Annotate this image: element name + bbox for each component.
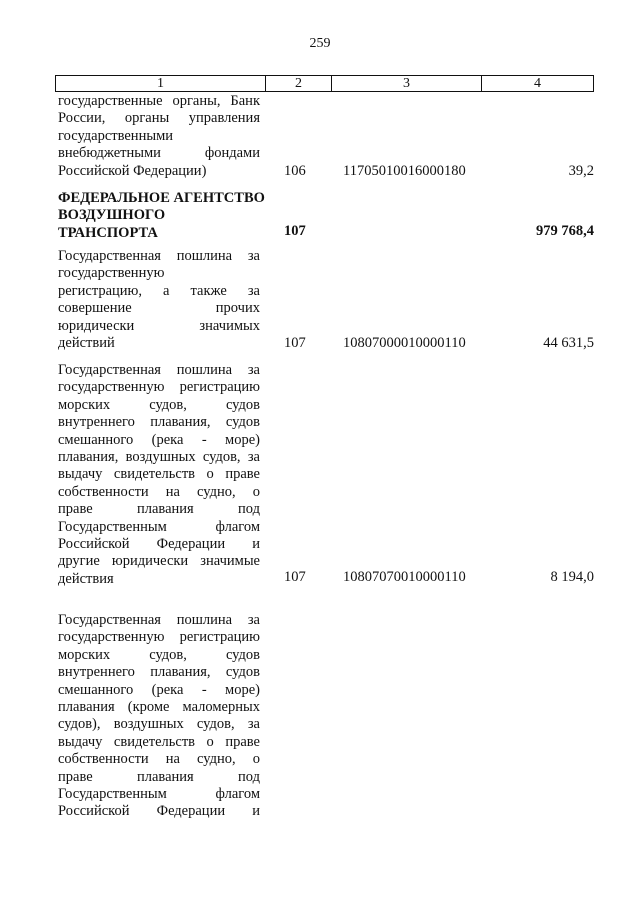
table-row (58, 612, 594, 824)
amount: 39,2 (568, 163, 594, 179)
description-line: Государственным флагом (58, 518, 260, 535)
description-line: Государственным флагом (58, 786, 260, 803)
admin-code: 107 (284, 223, 306, 239)
description-line: внебюджетными фондами (58, 145, 260, 162)
description-line: действий (58, 335, 115, 352)
description-line: плавания, воздушных судов, за (58, 449, 260, 466)
description-line: плавания (кроме маломерных (58, 699, 260, 716)
description-line: государственную (58, 265, 165, 282)
budget-code: 10807070010000110 (343, 569, 466, 585)
description-line: собственности на судно, о (58, 483, 260, 500)
table-row (58, 248, 594, 352)
budget-code: 11705010016000180 (343, 163, 466, 179)
page-number: 259 (309, 36, 331, 51)
row-description (58, 362, 260, 588)
description-line: ТРАНСПОРТА (58, 224, 158, 241)
header-col-2: 2 (266, 76, 332, 91)
description-line: внутреннего плавания, судов (58, 664, 260, 681)
description-line: ФЕДЕРАЛЬНОЕ АГЕНТСТВО (58, 190, 265, 206)
description-line: юридически значимых (58, 317, 260, 334)
description-line: государственную регистрацию (58, 379, 260, 396)
description-line: выдачу свидетельств о праве (58, 466, 260, 483)
description-line: Государственная пошлина за (58, 248, 260, 264)
description-line: государственные органы, Банк (58, 93, 260, 109)
description-line: смешанного (река - море) (58, 681, 260, 698)
description-line: Российской Федерации) (58, 162, 207, 179)
table-row (58, 190, 594, 240)
description-line: внутреннего плавания, судов (58, 414, 260, 431)
description-line: праве плавания под (58, 501, 260, 518)
header-col-3: 3 (332, 76, 482, 91)
description-line: праве плавания под (58, 768, 260, 785)
description-line: регистрацию, а также за (58, 282, 260, 299)
description-line: морских судов, судов (58, 646, 260, 663)
row-description (58, 248, 260, 352)
header-col-4: 4 (534, 76, 541, 91)
description-line: морских судов, судов (58, 396, 260, 413)
description-line: выдачу свидетельств о праве (58, 733, 260, 750)
row-description (58, 612, 260, 821)
description-line: совершение прочих (58, 300, 260, 317)
description-line: другие юридически значимые (58, 553, 260, 570)
table-row (58, 93, 594, 180)
header-col-1: 1 (56, 76, 266, 91)
table-header (55, 75, 594, 92)
admin-code: 107 (284, 335, 306, 351)
description-line: собственности на судно, о (58, 751, 260, 768)
description-line: Российской Федерации и (58, 803, 260, 820)
admin-code: 106 (284, 163, 306, 179)
amount: 8 194,0 (550, 569, 594, 585)
budget-code: 10807000010000110 (343, 335, 466, 351)
description-line: России, органы управления (58, 110, 260, 127)
description-line: Российской Федерации и (58, 536, 260, 553)
description-line: смешанного (река - море) (58, 431, 260, 448)
amount: 44 631,5 (543, 335, 594, 351)
table-row (58, 362, 594, 586)
description-line: Государственная пошлина за (58, 362, 260, 378)
description-line: судов), воздушных судов, за (58, 716, 260, 733)
description-line: государственную регистрацию (58, 629, 260, 646)
row-description (58, 93, 260, 180)
row-description (58, 190, 265, 242)
admin-code: 107 (284, 569, 306, 585)
description-line: ВОЗДУШНОГО (58, 207, 166, 224)
amount: 979 768,4 (536, 223, 594, 239)
description-line: государственными (58, 127, 174, 144)
description-line: действия (58, 570, 114, 587)
description-line: Государственная пошлина за (58, 612, 260, 628)
